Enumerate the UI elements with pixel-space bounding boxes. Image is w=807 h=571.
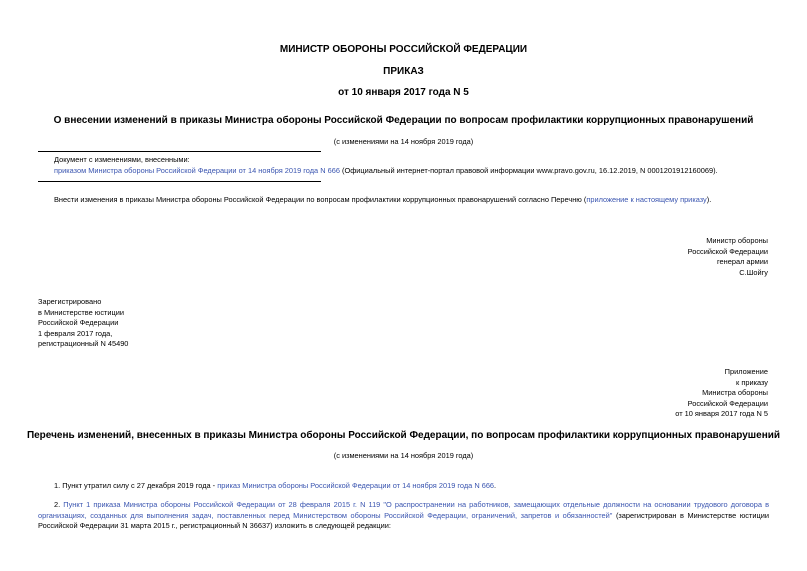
list-item-2 [38,500,769,532]
signature-line: Российской Федерации [687,246,768,256]
item2-end: (зарегистрирован в Министерстве юстиции Российской Федерации 31 марта 2015 г., регистрационный N 36637) изложить в следующей редакции: [38,510,769,531]
intro-text: Внести изменения в приказы Министра обороны Российской Федерации по вопросам профилактики коррупционных правонарушений согласно Перечню ( [54,195,587,204]
doc-date-number: от 10 января 2017 года N 5 [338,87,469,98]
list-item-1 [54,481,496,490]
changes-link[interactable]: приказом Министра обороны Российской Федерации от 14 ноября 2019 года N 666 [54,166,340,175]
appendix-reference-block [675,367,768,420]
item1-end: . [494,481,497,490]
registration-line: Зарегистрировано [38,297,102,306]
registration-line: Российской Федерации [38,318,119,328]
item1-text: 1. Пункт утратил силу с 27 декабря 2019 года - [54,481,218,490]
signature-line: С.Шойгу [739,267,768,277]
changes-bottom-rule [38,181,321,182]
appendix-title: Перечень изменений, внесенных в приказы Министра обороны Российской Федерации, по вопросам профилактики коррупционных правонарушений [26,430,781,441]
intro-end: ). [706,195,712,204]
appendix-link[interactable]: приложение к настоящему приказу [586,195,707,204]
intro-paragraph [54,195,711,204]
appendix-line: Российской Федерации [687,398,768,408]
registration-line: в Министерстве юстиции [38,307,125,317]
signature-line: Министр обороны [706,236,768,245]
changes-entry [54,166,718,175]
appendix-line: Министра обороны [702,388,768,398]
signature-line: генерал армии [717,257,768,267]
signature-block [688,236,768,278]
registration-line: регистрационный N 45490 [38,339,129,349]
doc-title: О внесении изменений в приказы Министра обороны Российской Федерации по вопросам профилактики коррупционных правонарушений [53,115,754,126]
appendix-amended-note: (с изменениями на 14 ноября 2019 года) [333,451,474,460]
doc-type-heading: ПРИКАЗ [383,66,424,77]
ministry-heading: МИНИСТР ОБОРОНЫ РОССИЙСКОЙ ФЕДЕРАЦИИ [279,44,528,55]
changes-source: (Официальный интернет-портал правовой информации www.pravo.gov.ru, 16.12.2019, N 0001201912160069). [339,166,718,175]
item2-start: 2. [54,500,64,509]
registration-block [38,297,128,350]
amended-note: (с изменениями на 14 ноября 2019 года) [333,137,474,146]
changes-label: Документ с изменениями, внесенными: [54,155,190,164]
registration-line: 1 февраля 2017 года, [38,328,113,338]
item1-link[interactable]: приказ Министра обороны Российской Федерации от 14 ноября 2019 года N 666 [217,481,495,490]
appendix-line: к приказу [736,377,768,387]
item2-link[interactable]: Пункт 1 приказа Министра обороны Российской Федерации от 28 февраля 2015 г. N 119 "О распространении на работников, замещающих отдельные должности на основании трудового договора в организациях, созданных для выполнения задач, поставленных перед Министерством обороны Российской Федерации, ограничений, запретов и обязанностей" [38,500,770,520]
appendix-line: Приложение [724,367,768,376]
changes-top-rule [38,151,321,152]
appendix-line: от 10 января 2017 года N 5 [675,409,768,419]
